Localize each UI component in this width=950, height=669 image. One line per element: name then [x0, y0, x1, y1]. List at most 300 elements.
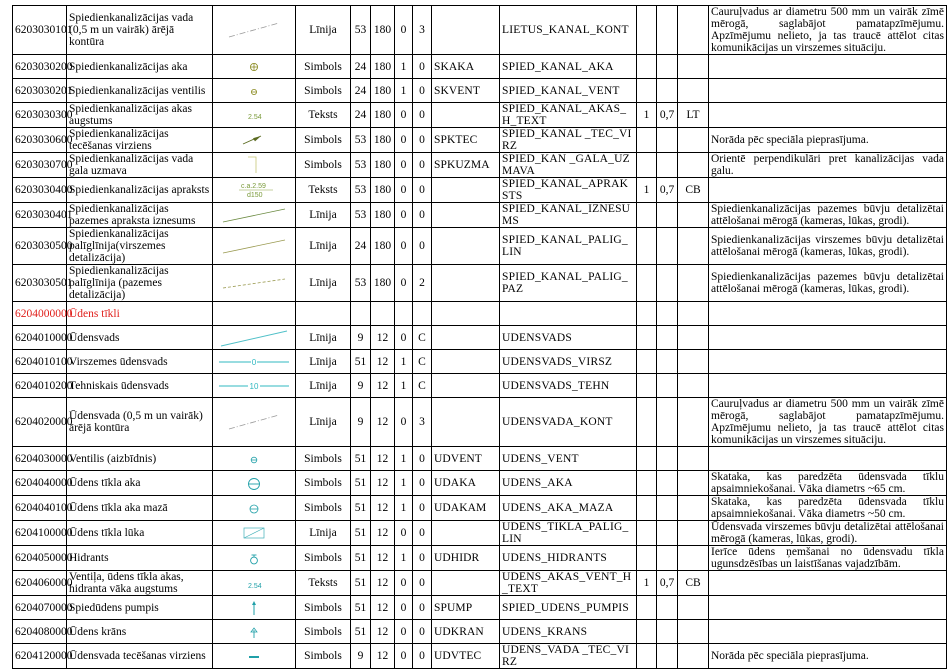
col-e-cell: [637, 326, 657, 350]
type-cell: Līnija: [296, 265, 351, 302]
table-row: [13, 521, 947, 546]
col-g-cell: [678, 6, 709, 55]
symbol-tap: [215, 622, 293, 642]
note-cell: [709, 103, 947, 128]
code-cell: 6204040000: [13, 471, 67, 496]
type-cell: Līnija: [296, 326, 351, 350]
col-f-cell: [657, 398, 678, 447]
col-d-cell: 3: [413, 398, 432, 447]
col-e-cell: [637, 521, 657, 546]
symbol-cell: [213, 571, 296, 596]
note-cell: Skataka, kas paredzēta ūdensvada tīklu apsaimniekošanai. Vāka diametrs ~65 cm.: [709, 471, 947, 496]
symbol-hydrant: [215, 548, 293, 568]
col-d-cell: 0: [413, 55, 432, 79]
name-cell: Ūdens tīkla lūka: [67, 521, 213, 546]
col-c-cell: 0: [395, 265, 413, 302]
symbol-cell: [213, 350, 296, 374]
type-cell: Teksts: [296, 571, 351, 596]
col-a-cell: 24: [351, 79, 371, 103]
col-g-cell: [678, 128, 709, 153]
note-cell: Spiedienkanalizācijas pazemes būvju detalizētai attēlošanai mērogā (kameras, lūkas, grodi).: [709, 203, 947, 228]
symbol-cell: [213, 644, 296, 669]
name-cell: Ūdens krāns: [67, 620, 213, 644]
symbol-cell: [213, 596, 296, 620]
note-cell: [709, 620, 947, 644]
col-b-cell: 180: [371, 265, 395, 302]
col-a-cell: 51: [351, 596, 371, 620]
col-g-cell: [678, 203, 709, 228]
symbol-line-dashed-olive: [215, 273, 293, 293]
type-cell: Simbols: [296, 153, 351, 178]
note-cell: Spiedienkanalizācijas pazemes būvju detalizētai attēlošanai mērogā (kameras, lūkas, grodi).: [709, 265, 947, 302]
col-b-cell: 12: [371, 350, 395, 374]
note-cell: Orientē perpendikulāri pret kanalizācijas vada galu.: [709, 153, 947, 178]
col-g-cell: [678, 620, 709, 644]
col-e-cell: [637, 496, 657, 521]
symbol-circle-line-big: [215, 473, 293, 493]
col-e-cell: [637, 620, 657, 644]
col-d-cell: 0: [413, 644, 432, 669]
col-d-cell: 0: [413, 153, 432, 178]
note-cell: Ūdensvada virszemes būvju detalizētai attēlošanai mērogā (kameras, lūkas, grodi).: [709, 521, 947, 546]
col-g-cell: CB: [678, 571, 709, 596]
name-cell: Spiedienkanalizācijas palīglīnija (pazemes detalizācija): [67, 265, 213, 302]
code-cell: 6203030200: [13, 55, 67, 79]
symbol-cell: [213, 128, 296, 153]
name-cell: Ventilis (aizbīdnis): [67, 447, 213, 471]
note-cell: [709, 374, 947, 398]
symbol-cell: [213, 79, 296, 103]
block-cell: SKVENT: [432, 79, 500, 103]
col-e-cell: [637, 203, 657, 228]
col-f-cell: 0,7: [657, 571, 678, 596]
type-cell: Līnija: [296, 521, 351, 546]
col-f-cell: 0,7: [657, 103, 678, 128]
col-b-cell: 180: [371, 6, 395, 55]
block-cell: UDAKA: [432, 471, 500, 496]
col-a-cell: 51: [351, 546, 371, 571]
col-g-cell: [678, 55, 709, 79]
table-row: [13, 644, 947, 669]
type-cell: Simbols: [296, 79, 351, 103]
col-b-cell: 180: [371, 153, 395, 178]
col-a-cell: 53: [351, 265, 371, 302]
col-g-cell: [678, 398, 709, 447]
col-d-cell: 0: [413, 103, 432, 128]
note-cell: Spiedienkanalizācijas virszemes būvju detalizētai attēlošanai mērogā (kameras, lūkas, grodi).: [709, 228, 947, 265]
name-cell: Spiedienkanalizācijas pazemes apraksta iznesums: [67, 203, 213, 228]
code-cell: 6203030300: [13, 103, 67, 128]
col-g-cell: [678, 374, 709, 398]
col-g-cell: LT: [678, 103, 709, 128]
note-cell: [709, 571, 947, 596]
col-f-cell: [657, 471, 678, 496]
col-b-cell: 180: [371, 128, 395, 153]
col-g-cell: [678, 302, 709, 326]
col-c-cell: 0: [395, 326, 413, 350]
note-cell: Ierīce ūdens ņemšanai no ūdensvadu tīkla ugunsdzēsības un laistīšanas vajadzībām.: [709, 546, 947, 571]
symbol-none: [215, 304, 293, 324]
table-row: [13, 620, 947, 644]
note-cell: Skataka, kas paredzēta ūdensvada tīklu apsaimniekošanai. Vāka diametrs ~50 cm.: [709, 496, 947, 521]
type-cell: Līnija: [296, 228, 351, 265]
col-b-cell: 12: [371, 644, 395, 669]
col-d-cell: 0: [413, 447, 432, 471]
col-a-cell: 51: [351, 521, 371, 546]
symbol-cell: [213, 447, 296, 471]
col-a-cell: 24: [351, 103, 371, 128]
layer-cell: UDENS_HIDRANTS: [500, 546, 637, 571]
col-b-cell: 12: [371, 374, 395, 398]
col-d-cell: 2: [413, 265, 432, 302]
table-row: [13, 178, 947, 203]
col-d-cell: 0: [413, 496, 432, 521]
code-cell: 6203030400: [13, 178, 67, 203]
type-cell: Simbols: [296, 471, 351, 496]
table-row: [13, 546, 947, 571]
col-a-cell: 51: [351, 496, 371, 521]
col-b-cell: 12: [371, 471, 395, 496]
col-a-cell: 9: [351, 644, 371, 669]
col-g-cell: [678, 596, 709, 620]
code-cell: 6203030401: [13, 203, 67, 228]
type-cell: Līnija: [296, 374, 351, 398]
col-c-cell: 0: [395, 153, 413, 178]
symbol-label: 2.54: [248, 114, 262, 121]
col-c-cell: 0: [395, 398, 413, 447]
col-c-cell: [395, 302, 413, 326]
code-cell: 6204070000: [13, 596, 67, 620]
col-f-cell: [657, 128, 678, 153]
col-a-cell: 53: [351, 153, 371, 178]
note-cell: Cauruļvadus ar diametru 500 mm un vairāk zīmē mērogā, saglabājot pamatapzīmējumu. Apzīmējumu nelieto, ja tas traucē attēlot citas komunikācijas un virszemes situāciju.: [709, 398, 947, 447]
col-e-cell: [637, 302, 657, 326]
name-cell: Ūdensvada tecēšanas virziens: [67, 644, 213, 669]
col-f-cell: [657, 326, 678, 350]
col-g-cell: [678, 546, 709, 571]
col-f-cell: [657, 644, 678, 669]
symbol-cell: [213, 374, 296, 398]
code-cell: 6204010000: [13, 326, 67, 350]
symbol-line-diag-olive: [215, 236, 293, 256]
col-c-cell: 0: [395, 6, 413, 55]
note-cell: Norāda pēc speciāla pieprasījuma.: [709, 128, 947, 153]
col-f-cell: [657, 203, 678, 228]
table-row: [13, 571, 947, 596]
name-cell: Spiedienkanalizācijas ventilis: [67, 79, 213, 103]
col-a-cell: 51: [351, 620, 371, 644]
block-cell: [432, 374, 500, 398]
layer-cell: UDENS_AKAS_VENT_H_TEXT: [500, 571, 637, 596]
block-cell: [432, 203, 500, 228]
table-row: [13, 350, 947, 374]
name-cell: Spiedienkanalizācijas palīglīnija(virszemes detalizācija): [67, 228, 213, 265]
block-cell: UDAKAM: [432, 496, 500, 521]
code-cell: 6203030700: [13, 153, 67, 178]
block-cell: [432, 571, 500, 596]
col-b-cell: 12: [371, 546, 395, 571]
table-row: [13, 596, 947, 620]
symbol-line-cyan-0: [215, 352, 293, 372]
layer-cell: SPIED_KAN _GALA_UZMAVA: [500, 153, 637, 178]
note-cell: [709, 302, 947, 326]
code-cell: 6203030501: [13, 265, 67, 302]
block-cell: UDVTEC: [432, 644, 500, 669]
col-g-cell: [678, 228, 709, 265]
symbol-cell: [213, 546, 296, 571]
col-b-cell: 180: [371, 178, 395, 203]
symbol-label: 0: [251, 357, 257, 367]
type-cell: Līnija: [296, 6, 351, 55]
name-cell: Ūdens tīkla aka: [67, 471, 213, 496]
note-cell: [709, 178, 947, 203]
name-cell: Spiedienkanalizācijas vada gala uzmava: [67, 153, 213, 178]
code-cell: 6203030201: [13, 79, 67, 103]
col-c-cell: 1: [395, 546, 413, 571]
block-cell: [432, 302, 500, 326]
type-cell: [296, 302, 351, 326]
block-cell: SPKTEC: [432, 128, 500, 153]
note-cell: [709, 350, 947, 374]
col-a-cell: 53: [351, 203, 371, 228]
name-cell: Ūdensvada (0,5 m un vairāk) ārējā kontūra: [67, 398, 213, 447]
symbol-cell: [213, 398, 296, 447]
code-cell: 6204040100: [13, 496, 67, 521]
col-c-cell: 0: [395, 228, 413, 265]
layer-cell: SPIED_KANAL_PALIG_PAZ: [500, 265, 637, 302]
layer-cell: UDENS_AKA: [500, 471, 637, 496]
table-row: [13, 447, 947, 471]
symbol-cell: [213, 6, 296, 55]
block-cell: SPUMP: [432, 596, 500, 620]
col-c-cell: 0: [395, 203, 413, 228]
symbol-cell: [213, 521, 296, 546]
layer-cell: [500, 302, 637, 326]
col-d-cell: 0: [413, 596, 432, 620]
col-e-cell: [637, 6, 657, 55]
code-cell: 6204050000: [13, 546, 67, 571]
type-cell: Simbols: [296, 496, 351, 521]
name-cell: Ūdensvads: [67, 326, 213, 350]
col-f-cell: [657, 620, 678, 644]
col-c-cell: 0: [395, 644, 413, 669]
col-f-cell: [657, 447, 678, 471]
note-cell: Cauruļvadus ar diametru 500 mm un vairāk zīmē mērogā, saglabājot pamatapzīmējumu. Apzīmējumu nelieto, ja tas traucē attēlot citas komunikācijas un virszemes situāciju.: [709, 6, 947, 55]
table-row: [13, 6, 947, 55]
col-e-cell: 1: [637, 178, 657, 203]
symbol-circle-plus: [215, 57, 293, 77]
col-a-cell: 51: [351, 350, 371, 374]
col-e-cell: [637, 644, 657, 669]
col-e-cell: [637, 265, 657, 302]
col-f-cell: 0,7: [657, 178, 678, 203]
col-d-cell: 0: [413, 79, 432, 103]
symbol-label: c.a.2.59: [241, 183, 266, 190]
table-row: [13, 228, 947, 265]
note-cell: [709, 596, 947, 620]
col-d-cell: 0: [413, 128, 432, 153]
col-c-cell: 1: [395, 471, 413, 496]
type-cell: Simbols: [296, 644, 351, 669]
symbol-pump: [215, 598, 293, 618]
layer-cell: UDENSVADS: [500, 326, 637, 350]
symbol-arrow-diag: [215, 130, 293, 150]
block-cell: [432, 178, 500, 203]
col-f-cell: [657, 55, 678, 79]
symbol-cell: [213, 103, 296, 128]
type-cell: Līnija: [296, 350, 351, 374]
symbol-line-diag-green: [215, 205, 293, 225]
table-row: [13, 265, 947, 302]
name-cell: Spiedūdens pumpis: [67, 596, 213, 620]
type-cell: Līnija: [296, 398, 351, 447]
block-cell: [432, 103, 500, 128]
type-cell: Teksts: [296, 103, 351, 128]
block-cell: [432, 6, 500, 55]
col-e-cell: [637, 398, 657, 447]
col-d-cell: [413, 302, 432, 326]
col-b-cell: 180: [371, 103, 395, 128]
col-d-cell: 3: [413, 6, 432, 55]
col-d-cell: 0: [413, 571, 432, 596]
name-cell: Ūdens tīkli: [67, 302, 213, 326]
col-b-cell: 12: [371, 521, 395, 546]
table-row: [13, 79, 947, 103]
col-e-cell: [637, 350, 657, 374]
name-cell: Tehniskais ūdensvads: [67, 374, 213, 398]
table-row: [13, 374, 947, 398]
col-a-cell: 53: [351, 178, 371, 203]
layer-cell: SPIED_UDENS_PUMPIS: [500, 596, 637, 620]
code-cell: 6204120000: [13, 644, 67, 669]
block-cell: [432, 521, 500, 546]
layer-cell: UDENS_VENT: [500, 447, 637, 471]
name-cell: Spiedienkanalizācijas tecēšanas virziens: [67, 128, 213, 153]
code-cell: 6204000000: [13, 302, 67, 326]
symbol-cell: [213, 471, 296, 496]
symbol-arrow-cyan: [215, 646, 293, 666]
name-cell: Spiedienkanalizācijas akas augstums: [67, 103, 213, 128]
block-cell: SPKUZMA: [432, 153, 500, 178]
col-e-cell: [637, 228, 657, 265]
symbol-cell: [213, 496, 296, 521]
symbol-cell: [213, 265, 296, 302]
layer-cell: UDENSVADS_VIRSZ: [500, 350, 637, 374]
symbol-cell: [213, 153, 296, 178]
col-c-cell: 1: [395, 374, 413, 398]
note-cell: [709, 79, 947, 103]
symbol-cell: [213, 620, 296, 644]
layer-cell: UDENS_TIKLA_PALIG_LIN: [500, 521, 637, 546]
col-b-cell: [371, 302, 395, 326]
symbol-circle-bar-cyan: [215, 449, 293, 469]
symbol-cell: [213, 302, 296, 326]
col-g-cell: [678, 521, 709, 546]
col-c-cell: 0: [395, 596, 413, 620]
col-d-cell: C: [413, 374, 432, 398]
col-g-cell: [678, 350, 709, 374]
name-cell: Spiedienkanalizācijas aka: [67, 55, 213, 79]
code-cell: 6204080000: [13, 620, 67, 644]
col-g-cell: [678, 447, 709, 471]
col-b-cell: 180: [371, 203, 395, 228]
col-e-cell: [637, 374, 657, 398]
col-d-cell: 0: [413, 203, 432, 228]
col-b-cell: 12: [371, 398, 395, 447]
block-cell: [432, 265, 500, 302]
col-g-cell: CB: [678, 178, 709, 203]
col-b-cell: 180: [371, 79, 395, 103]
col-b-cell: 180: [371, 55, 395, 79]
block-cell: UDVENT: [432, 447, 500, 471]
code-cell: 6204030000: [13, 447, 67, 471]
layer-cell: SPIED_KANAL_IZNESUMS: [500, 203, 637, 228]
col-f-cell: [657, 546, 678, 571]
col-b-cell: 12: [371, 620, 395, 644]
block-cell: [432, 350, 500, 374]
symbol-line-diag-dashed-gray: [215, 412, 293, 432]
name-cell: Hidrants: [67, 546, 213, 571]
col-d-cell: C: [413, 350, 432, 374]
col-f-cell: [657, 521, 678, 546]
symbol-cell: [213, 203, 296, 228]
code-cell: 6204010100: [13, 350, 67, 374]
col-b-cell: 12: [371, 571, 395, 596]
type-cell: Simbols: [296, 546, 351, 571]
col-a-cell: 51: [351, 471, 371, 496]
col-d-cell: 0: [413, 178, 432, 203]
col-f-cell: [657, 496, 678, 521]
col-a-cell: 24: [351, 55, 371, 79]
col-c-cell: 1: [395, 350, 413, 374]
table-row: [13, 471, 947, 496]
symbol-line-diag-cyan: [215, 328, 293, 348]
col-a-cell: [351, 302, 371, 326]
col-g-cell: [678, 644, 709, 669]
code-cell: 6203030600: [13, 128, 67, 153]
code-cell: 6204020000: [13, 398, 67, 447]
symbol-text-desc: [215, 180, 293, 200]
col-a-cell: 9: [351, 398, 371, 447]
col-g-cell: [678, 153, 709, 178]
layer-cell: UDENSVADS_TEHN: [500, 374, 637, 398]
col-a-cell: 53: [351, 128, 371, 153]
col-e-cell: 1: [637, 103, 657, 128]
col-f-cell: [657, 374, 678, 398]
col-d-cell: 0: [413, 228, 432, 265]
type-cell: Simbols: [296, 620, 351, 644]
col-e-cell: [637, 79, 657, 103]
symbol-cell: [213, 326, 296, 350]
layer-cell: SPIED_KANAL_PALIG_LIN: [500, 228, 637, 265]
layer-cell: SPIED_KANAL_VENT: [500, 79, 637, 103]
col-a-cell: 51: [351, 571, 371, 596]
col-f-cell: [657, 153, 678, 178]
note-cell: [709, 326, 947, 350]
name-cell: Spiedienkanalizācijas apraksts: [67, 178, 213, 203]
table-row: [13, 128, 947, 153]
layer-cell: LIETUS_KANAL_KONT: [500, 6, 637, 55]
col-e-cell: [637, 55, 657, 79]
col-f-cell: [657, 6, 678, 55]
block-cell: [432, 228, 500, 265]
type-cell: Simbols: [296, 596, 351, 620]
name-cell: Virszemes ūdensvads: [67, 350, 213, 374]
col-f-cell: [657, 596, 678, 620]
symbol-text-254: [215, 105, 293, 125]
layer-cell: SPIED_KANAL_AKA: [500, 55, 637, 79]
symbol-table: [12, 5, 947, 669]
